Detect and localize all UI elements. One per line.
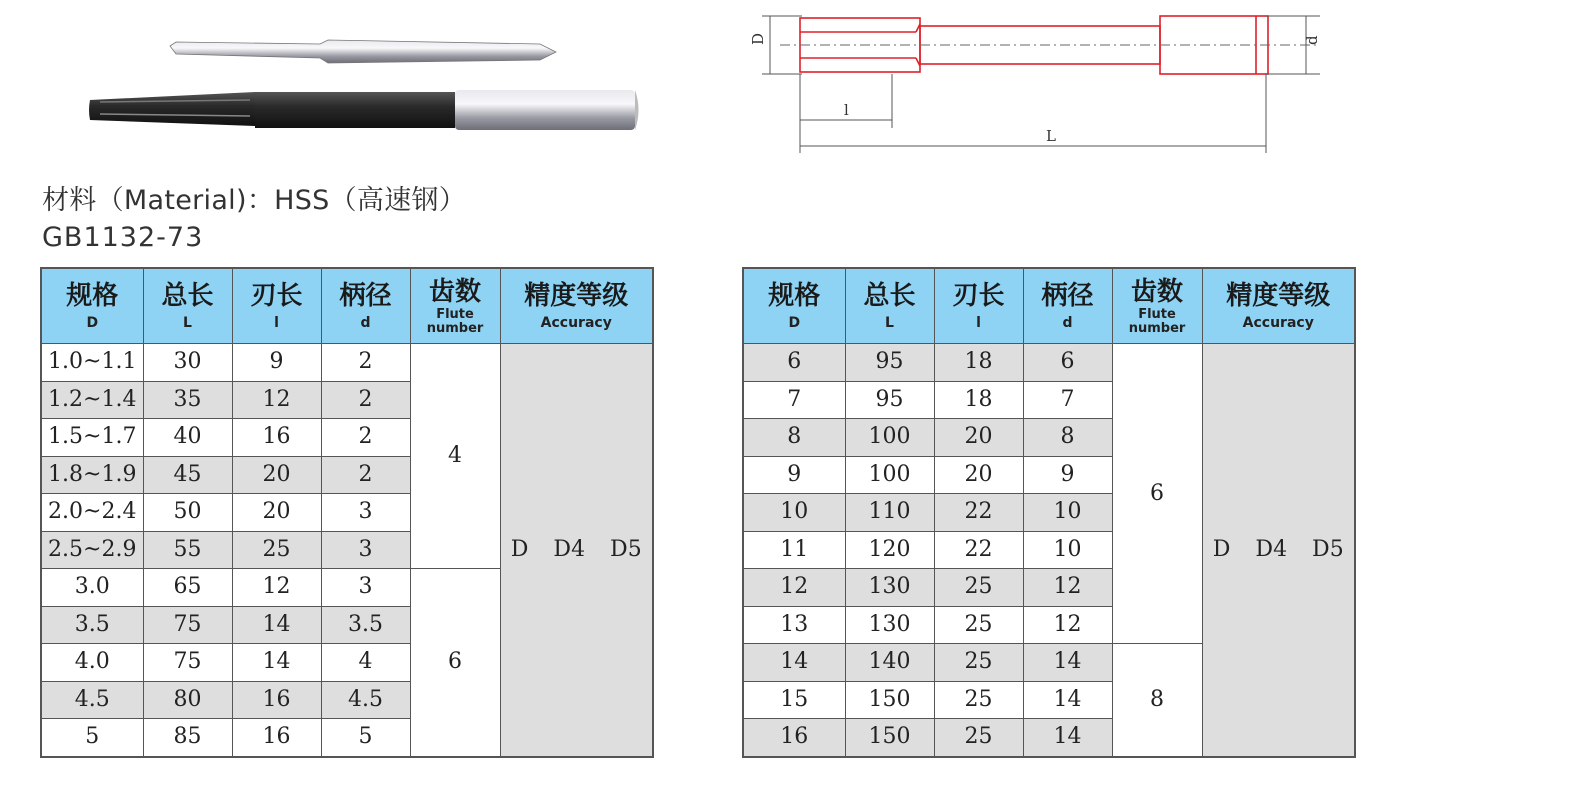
cell-flute-length: 18 <box>934 381 1023 419</box>
material-line: 材料（Material)：HSS（高速钢） <box>42 185 467 216</box>
cell-shank-diameter: 14 <box>1023 644 1112 682</box>
header-accuracy: 精度等级 Accuracy <box>1202 268 1355 344</box>
cell-total-length: 40 <box>143 419 232 457</box>
reamer-technical-drawing <box>740 8 1340 163</box>
cell-size: 14 <box>743 644 845 682</box>
cell-flute-number: 8 <box>1112 644 1202 757</box>
cell-size: 1.0~1.1 <box>41 344 143 382</box>
cell-total-length: 75 <box>143 606 232 644</box>
cell-shank-diameter: 4 <box>321 644 410 682</box>
cell-shank-diameter: 8 <box>1023 419 1112 457</box>
cell-total-length: 30 <box>143 344 232 382</box>
cell-size: 11 <box>743 531 845 569</box>
cell-flute-number: 6 <box>410 569 500 757</box>
cell-shank-diameter: 12 <box>1023 569 1112 607</box>
cell-shank-diameter: 12 <box>1023 606 1112 644</box>
reamer-product-photo <box>80 30 650 140</box>
cell-flute-length: 16 <box>232 419 321 457</box>
cell-size: 4.0 <box>41 644 143 682</box>
header-flute-number: 齿数 Flute number <box>1112 268 1202 344</box>
dim-label-l: l <box>844 101 849 119</box>
cell-size: 5 <box>41 719 143 757</box>
cell-shank-diameter: 6 <box>1023 344 1112 382</box>
cell-total-length: 95 <box>845 344 934 382</box>
cell-shank-diameter: 10 <box>1023 531 1112 569</box>
cell-size: 1.2~1.4 <box>41 381 143 419</box>
cell-flute-length: 9 <box>232 344 321 382</box>
cell-size: 9 <box>743 456 845 494</box>
cell-shank-diameter: 7 <box>1023 381 1112 419</box>
table-row <box>743 344 1355 382</box>
dimension-lines <box>762 16 1320 153</box>
cell-flute-length: 20 <box>232 456 321 494</box>
dim-label-d: d <box>1303 35 1321 45</box>
cell-total-length: 50 <box>143 494 232 532</box>
cell-flute-length: 12 <box>232 381 321 419</box>
cell-total-length: 45 <box>143 456 232 494</box>
cell-accuracy: D D4 D5 <box>500 344 653 757</box>
header-shank-diameter: 柄径 d <box>321 268 410 344</box>
cell-size: 4.5 <box>41 681 143 719</box>
cell-size: 8 <box>743 419 845 457</box>
header-total-length: 总长 L <box>845 268 934 344</box>
cell-shank-diameter: 3 <box>321 531 410 569</box>
cell-size: 2.5~2.9 <box>41 531 143 569</box>
cell-total-length: 110 <box>845 494 934 532</box>
cell-size: 10 <box>743 494 845 532</box>
cell-shank-diameter: 2 <box>321 456 410 494</box>
cell-total-length: 35 <box>143 381 232 419</box>
cell-size: 7 <box>743 381 845 419</box>
cell-total-length: 95 <box>845 381 934 419</box>
cell-shank-diameter: 2 <box>321 419 410 457</box>
cell-shank-diameter: 14 <box>1023 681 1112 719</box>
spec-table-2 <box>742 267 1356 758</box>
standard-line: GB1132-73 <box>42 222 204 253</box>
header-flute-number: 齿数 Flute number <box>410 268 500 344</box>
cell-total-length: 150 <box>845 719 934 757</box>
cell-flute-number: 4 <box>410 344 500 569</box>
cell-flute-length: 20 <box>934 419 1023 457</box>
cell-shank-diameter: 4.5 <box>321 681 410 719</box>
cell-flute-length: 20 <box>934 456 1023 494</box>
cell-shank-diameter: 2 <box>321 344 410 382</box>
dim-label-L: L <box>1046 127 1056 145</box>
cell-total-length: 150 <box>845 681 934 719</box>
cell-total-length: 120 <box>845 531 934 569</box>
spec-table-1 <box>40 267 654 758</box>
cell-shank-diameter: 3.5 <box>321 606 410 644</box>
cell-size: 12 <box>743 569 845 607</box>
cell-flute-length: 20 <box>232 494 321 532</box>
cell-size: 13 <box>743 606 845 644</box>
cell-flute-length: 22 <box>934 494 1023 532</box>
cell-shank-diameter: 3 <box>321 494 410 532</box>
cell-total-length: 80 <box>143 681 232 719</box>
cell-flute-length: 25 <box>934 681 1023 719</box>
cell-flute-length: 25 <box>934 719 1023 757</box>
cell-flute-length: 25 <box>232 531 321 569</box>
cell-total-length: 140 <box>845 644 934 682</box>
cell-total-length: 55 <box>143 531 232 569</box>
cell-flute-length: 18 <box>934 344 1023 382</box>
cell-total-length: 130 <box>845 606 934 644</box>
header-size: 规格 D <box>743 268 845 344</box>
cell-flute-length: 22 <box>934 531 1023 569</box>
cell-flute-number: 6 <box>1112 344 1202 644</box>
cell-size: 6 <box>743 344 845 382</box>
cell-total-length: 130 <box>845 569 934 607</box>
cell-flute-length: 25 <box>934 606 1023 644</box>
cell-flute-length: 14 <box>232 606 321 644</box>
cell-size: 1.5~1.7 <box>41 419 143 457</box>
cell-size: 1.8~1.9 <box>41 456 143 494</box>
cell-total-length: 65 <box>143 569 232 607</box>
cell-flute-length: 12 <box>232 569 321 607</box>
cell-total-length: 100 <box>845 419 934 457</box>
cell-flute-length: 16 <box>232 719 321 757</box>
cell-size: 2.0~2.4 <box>41 494 143 532</box>
cell-shank-diameter: 10 <box>1023 494 1112 532</box>
cell-total-length: 85 <box>143 719 232 757</box>
header-flute-length: 刃长 l <box>232 268 321 344</box>
cell-size: 3.5 <box>41 606 143 644</box>
dim-label-D: D <box>749 32 767 45</box>
cell-size: 3.0 <box>41 569 143 607</box>
header-total-length: 总长 L <box>143 268 232 344</box>
cell-shank-diameter: 2 <box>321 381 410 419</box>
cell-shank-diameter: 14 <box>1023 719 1112 757</box>
cell-size: 15 <box>743 681 845 719</box>
header-flute-length: 刃长 l <box>934 268 1023 344</box>
header-shank-diameter: 柄径 d <box>1023 268 1112 344</box>
cell-flute-length: 25 <box>934 569 1023 607</box>
cell-shank-diameter: 5 <box>321 719 410 757</box>
cell-flute-length: 25 <box>934 644 1023 682</box>
cell-shank-diameter: 3 <box>321 569 410 607</box>
cell-total-length: 100 <box>845 456 934 494</box>
table-header-row <box>743 268 1355 344</box>
cell-flute-length: 14 <box>232 644 321 682</box>
cell-accuracy: D D4 D5 <box>1202 344 1355 757</box>
cell-shank-diameter: 9 <box>1023 456 1112 494</box>
table-header-row <box>41 268 653 344</box>
header-size: 规格 D <box>41 268 143 344</box>
cell-total-length: 75 <box>143 644 232 682</box>
header-accuracy: 精度等级 Accuracy <box>500 268 653 344</box>
cell-size: 16 <box>743 719 845 757</box>
cell-flute-length: 16 <box>232 681 321 719</box>
table-row <box>41 344 653 382</box>
